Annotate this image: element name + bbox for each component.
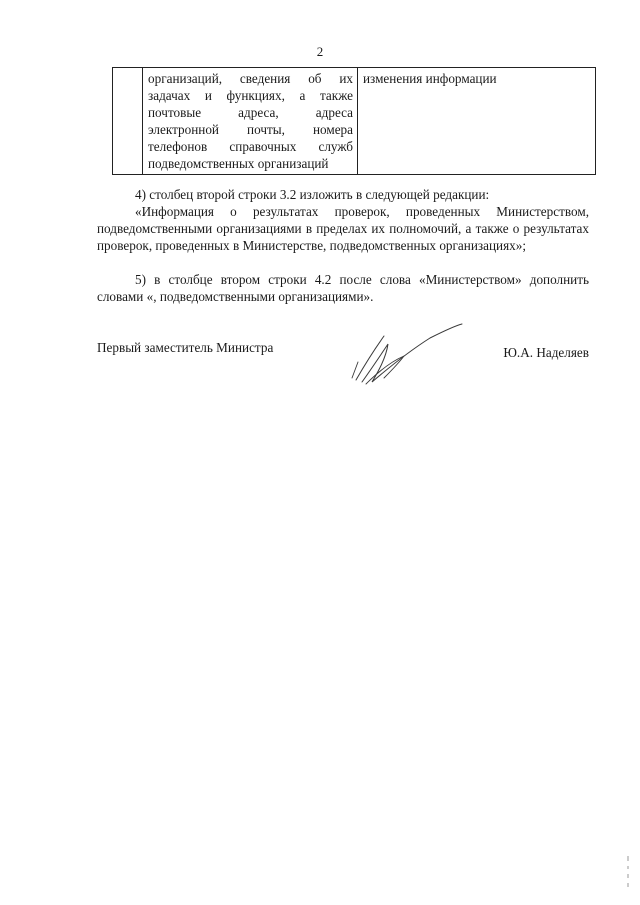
cell-line: телефонов справочных служб xyxy=(148,139,353,154)
signature-block xyxy=(97,340,589,400)
table-row xyxy=(113,68,596,175)
signatory-name: Ю.А. Наделяев xyxy=(503,345,589,360)
cell-line: подведомственных организаций xyxy=(148,156,329,171)
cell-line: почтовые адреса, адреса xyxy=(148,105,353,120)
paragraph-item-5: 5) в столбце втором строки 4.2 после слова «Министерством» дополнить словами «, подведомственными организациями». xyxy=(97,272,589,304)
cell-line: организаций, сведения об их xyxy=(148,71,353,86)
scan-edge-marks xyxy=(626,856,630,888)
table-cell-description xyxy=(143,68,358,175)
paragraph-item-4: 4) столбец второй строки 3.2 изложить в следующей редакции: xyxy=(135,187,490,202)
table-cell-change: изменения информации xyxy=(358,68,596,175)
continuation-table xyxy=(112,67,596,175)
handwritten-signature xyxy=(350,322,470,392)
cell-line: электронной почты, номера xyxy=(148,122,353,137)
paragraph-quoted-text: «Информация о результатах проверок, проведенных Министерством, подведомственными организациями в пределах их полномочий, а также о результатах проверок, проведенных в Министерстве, подведомственных организациях»; xyxy=(97,204,589,253)
page-number: 2 xyxy=(316,44,324,59)
table-cell-empty xyxy=(113,68,143,175)
signatory-position: Первый заместитель Министра xyxy=(97,340,274,355)
cell-line: задачах и функциях, а также xyxy=(148,88,353,103)
